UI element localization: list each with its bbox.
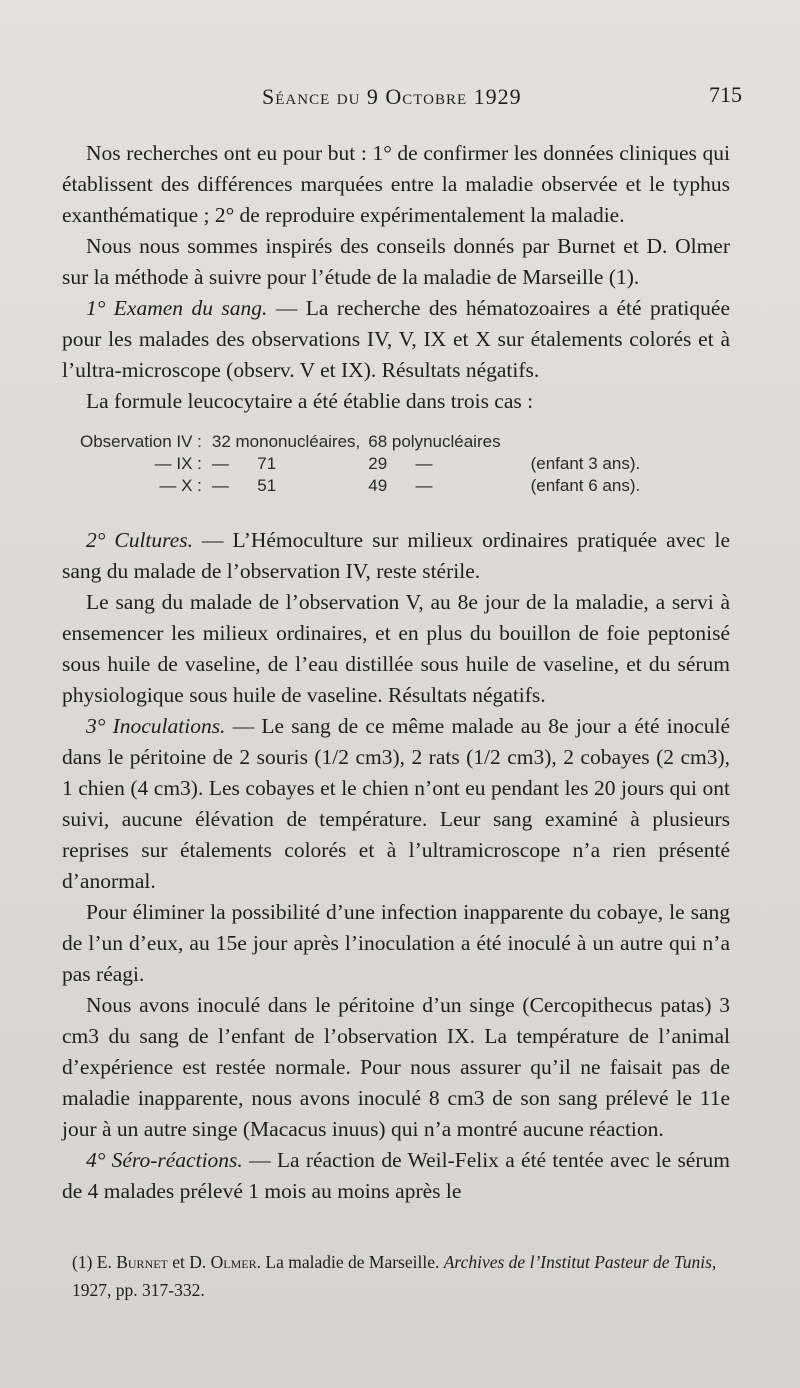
section-sero-reactions bbox=[62, 1145, 730, 1207]
footnote-title: La maladie de Marseille. bbox=[265, 1252, 440, 1272]
footnote-pages: 1927, pp. 317-332. bbox=[72, 1280, 205, 1300]
paragraph-method: Nous nous sommes inspirés des conseils donnés par Burnet et D. Olmer sur la méthode à suivre pour l’étude de la maladie de Marseille (1). bbox=[62, 234, 730, 289]
leukocyte-table bbox=[76, 431, 644, 497]
table-cell-note bbox=[505, 431, 645, 453]
table-cell-polynuclear bbox=[364, 475, 504, 497]
table-cell-mononuclear: 32 mononucléaires, bbox=[211, 432, 361, 451]
paragraph-leukocyte-formula: La formule leucocytaire a été établie dans trois cas : bbox=[86, 389, 534, 413]
paragraph-culture-details: Le sang du malade de l’observation V, au 8e jour de la maladie, a servi à ensemencer les milieux ordinaires, et en plus du bouillon de foie peptonisé sous huile de vaseline, de l’eau distillée sous huile de vaseline, et du sérum physiologique sous huile de vaseline. Résultats négatifs. bbox=[62, 590, 730, 707]
section-text-sero-reactions: — La réaction de Weil-Felix a été tentée avec le sérum de 4 malades prélevé 1 mois au moins après le bbox=[62, 1148, 730, 1203]
table-row bbox=[76, 431, 644, 453]
ditto-mark: — bbox=[415, 454, 433, 473]
table-row bbox=[76, 453, 644, 475]
polynuclear-value: 49 bbox=[368, 476, 388, 495]
footnote-author-2: D. Olmer. bbox=[189, 1252, 262, 1272]
page-header bbox=[62, 84, 742, 124]
table-cell-note: (enfant 3 ans). bbox=[530, 454, 641, 473]
section-title-sero-reactions: 4° Séro-réactions. bbox=[86, 1148, 243, 1172]
section-blood-exam bbox=[62, 293, 730, 386]
table-cell-mononuclear bbox=[208, 453, 364, 475]
table-cell-observation: Observation IV : bbox=[80, 432, 202, 451]
section-text-inoculations: — Le sang de ce même malade au 8e jour a été inoculé dans le péritoine de 2 souris (1/2 cm3), 2 rats (1/2 cm3), 2 cobayes (2 cm3), 1 chien (4 cm3). Les cobayes et le chien n’ont eu pendant les 20 jours qui ont suivi, aucune élévation de température. Leur sang examiné à plusieurs reprises sur étalements colorés et à l’ultramicroscope n’a rien présenté d’anormal. bbox=[62, 714, 730, 893]
footnote-marker: (1) bbox=[72, 1252, 93, 1272]
footnote bbox=[72, 1248, 732, 1304]
ditto-mark: — bbox=[211, 476, 229, 495]
ditto-mark: — bbox=[415, 476, 433, 495]
mononuclear-value: 51 bbox=[257, 476, 277, 495]
table-cell-mononuclear bbox=[208, 475, 364, 497]
section-text-blood-exam: — La recherche des hématozoaires a été pratiquée pour les malades des observations IV, V, IX et X sur étalements colorés et à l’ultra-microscope (observ. V et IX). Résultats négatifs. bbox=[62, 296, 730, 382]
table-row bbox=[76, 475, 644, 497]
footnote-journal: Archives de l’Institut Pasteur de Tunis, bbox=[443, 1252, 717, 1272]
section-inoculations bbox=[62, 711, 730, 897]
body-text bbox=[62, 138, 730, 1207]
table-cell-observation: — IX : bbox=[154, 454, 202, 473]
section-title-inoculations: 3° Inoculations. bbox=[86, 714, 226, 738]
paragraph-monkey: Nous avons inoculé dans le péritoine d’un singe (Cercopithecus patas) 3 cm3 du sang de l’enfant de l’observation IX. La température de l’animal d’expérience est restée normale. Pour nous assurer qu’il ne faisait pas de maladie inapparente, nous avons inoculé 8 cm3 de son sang prélevé le 11e jour à un autre singe (Macacus inuus) qui n’a montré aucune réaction. bbox=[62, 993, 730, 1141]
table-cell-polynuclear bbox=[364, 453, 504, 475]
paragraph-guinea-pig: Pour éliminer la possibilité d’une infection inapparente du cobaye, le sang de l’un d’eux, au 15e jour après l’inoculation a été inoculé à un autre qui n’a pas réagi. bbox=[62, 900, 730, 986]
running-title: Séance du 9 Octobre 1929 bbox=[262, 84, 522, 109]
table-cell-note: (enfant 6 ans). bbox=[530, 476, 641, 495]
footnote-and: et bbox=[172, 1252, 185, 1272]
footnote-author-1: E. Burnet bbox=[96, 1252, 168, 1272]
section-title-cultures: 2° Cultures. bbox=[86, 528, 194, 552]
page-number: 715 bbox=[709, 82, 742, 107]
polynuclear-value: 29 bbox=[368, 454, 388, 473]
paragraph-aims: Nos recherches ont eu pour but : 1° de confirmer les données cliniques qui établissent des différences marquées entre la maladie observée et le typhus exanthématique ; 2° de reproduire expérimentalement la maladie. bbox=[62, 141, 730, 227]
section-cultures bbox=[62, 525, 730, 587]
ditto-mark: — bbox=[211, 454, 229, 473]
table-cell-observation: — X : bbox=[159, 476, 202, 495]
mononuclear-value: 71 bbox=[257, 454, 277, 473]
section-title-blood-exam: 1° Examen du sang. bbox=[86, 296, 268, 320]
section-text-cultures: — L’Hémoculture sur milieux ordinaires pratiquée avec le sang du malade de l’observation IV, reste stérile. bbox=[62, 528, 730, 583]
table-cell-polynuclear: 68 polynucléaires bbox=[368, 432, 501, 451]
